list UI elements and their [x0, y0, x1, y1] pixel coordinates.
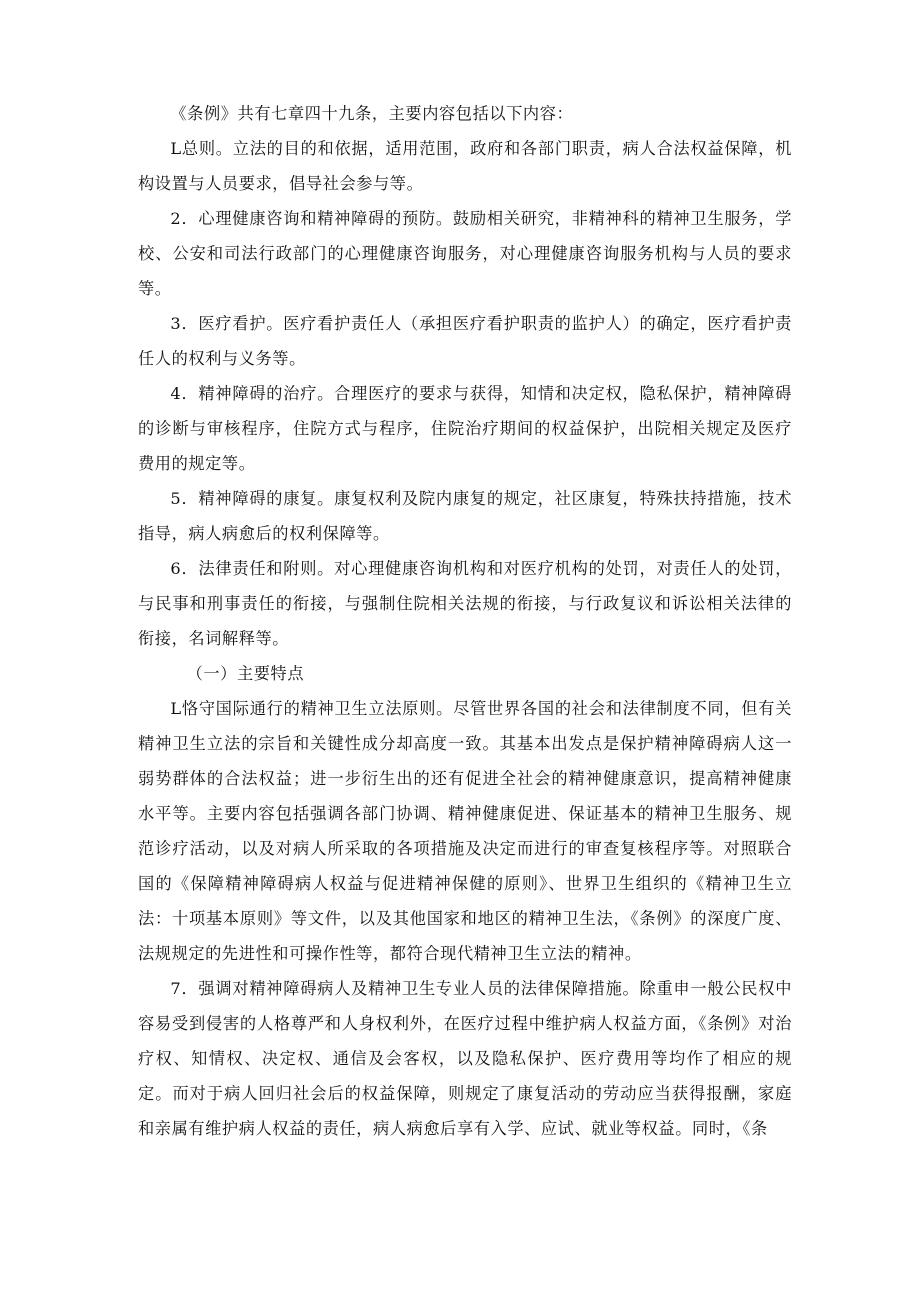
intro-paragraph: 《条例》共有七章四十九条，主要内容包括以下内容：: [170, 104, 574, 123]
item-legal-liability: 6．法律责任和附则。对心理健康咨询机构和对医疗机构的处罚，对责任人的处罚，与民事和刑事责任的衔接，与强制住院相关法规的衔接，与行政复议和诉讼相关法律的衔接，名词解释等。: [138, 559, 792, 648]
document-body: [138, 96, 792, 1146]
item-treatment: 4．精神障碍的治疗。合理医疗的要求与获得，知情和决定权，隐私保护，精神障碍的诊断与审核程序，住院方式与程序，住院治疗期间的权益保护，出院相关规定及医疗费用的规定等。: [138, 384, 792, 473]
item-rehabilitation: 5．精神障碍的康复。康复权利及院内康复的规定，社区康复，特殊扶持措施，技术指导，病人病愈后的权利保障等。: [138, 489, 792, 543]
feature-international-principles: L恪守国际通行的精神卫生立法原则。尽管世界各国的社会和法律制度不同，但有关精神卫生立法的宗旨和关键性成分却高度一致。其基本出发点是保护精神障碍病人这一弱势群体的合法权益；进一步衍生出的还有促进全社会的精神健康意识，提高精神健康水平等。主要内容包括强调各部门协调、精神健康促进、保证基本的精神卫生服务、规范诊疗活动，以及对病人所采取的各项措施及决定而进行的审查复核程序等。对照联合国的《保障精神障碍病人权益与促进精神保健的原则》、世界卫生组织的《精神卫生立法：十项基本原则》等文件，以及其他国家和地区的精神卫生法，《条例》的深度广度、法规规定的先进性和可操作性等，都符合现代精神卫生立法的精神。: [138, 699, 792, 963]
section-heading-main-features: （一）主要特点: [186, 664, 305, 683]
feature-legal-protection: 7．强调对精神障碍病人及精神卫生专业人员的法律保障措施。除重申一般公民权中容易受到侵害的人格尊严和人身权利外，在医疗过程中维护病人权益方面，《条例》对治疗权、知情权、决定权、通信及会客权，以及隐私保护、医疗费用等均作了相应的规定。而对于病人回归社会后的权益保障，则规定了康复活动的劳动应当获得报酬，家庭和亲属有维护病人权益的责任，病人病愈后享有入学、应试、就业等权益。同时，《条: [138, 979, 792, 1138]
item-general-provisions: L总则。立法的目的和依据，适用范围，政府和各部门职责，病人合法权益保障，机构设置与人员要求，倡导社会参与等。: [138, 139, 792, 193]
item-medical-guardianship: 3．医疗看护。医疗看护责任人（承担医疗看护职责的监护人）的确定，医疗看护责任人的权利与义务等。: [138, 314, 792, 368]
item-mental-health-consulting: 2．心理健康咨询和精神障碍的预防。鼓励相关研究，非精神科的精神卫生服务，学校、公安和司法行政部门的心理健康咨询服务，对心理健康咨询服务机构与人员的要求等。: [138, 209, 792, 298]
